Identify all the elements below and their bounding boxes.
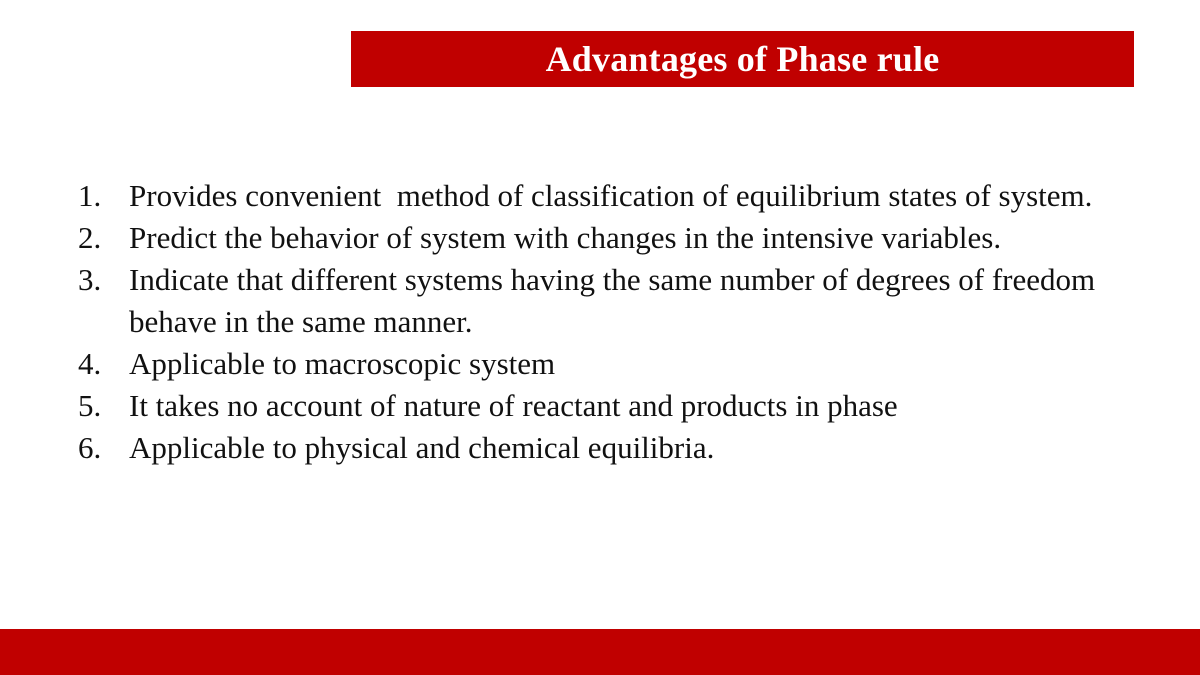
advantages-list: [78, 175, 1138, 469]
list-item-number: 6.: [78, 430, 102, 465]
list-item: [78, 259, 1138, 343]
list-item-number: 1.: [78, 178, 102, 213]
list-item: [78, 343, 1138, 385]
title-bar: [351, 31, 1134, 87]
list-item: [78, 427, 1138, 469]
list-item-number: 4.: [78, 346, 102, 381]
slide-title: Advantages of Phase rule: [545, 39, 940, 79]
list-item: [78, 217, 1138, 259]
list-item-text: It takes no account of nature of reactant and products in phase: [129, 388, 898, 423]
list-item-text: Predict the behavior of system with changes in the intensive variables.: [129, 220, 1002, 255]
list-item-text: Applicable to macroscopic system: [129, 346, 556, 381]
list-item-number: 5.: [78, 388, 102, 423]
list-item-text: Applicable to physical and chemical equilibria.: [129, 430, 715, 465]
footer-bar: [0, 629, 1200, 675]
list-item-number: 2.: [78, 220, 102, 255]
list-item: [78, 175, 1138, 217]
list-item: [78, 385, 1138, 427]
list-item-text: Indicate that different systems having the same number of degrees of freedom behave in the same manner.: [129, 262, 1103, 339]
list-item-number: 3.: [78, 262, 102, 297]
list-item-text: Provides convenient method of classification of equilibrium states of system.: [129, 178, 1093, 213]
